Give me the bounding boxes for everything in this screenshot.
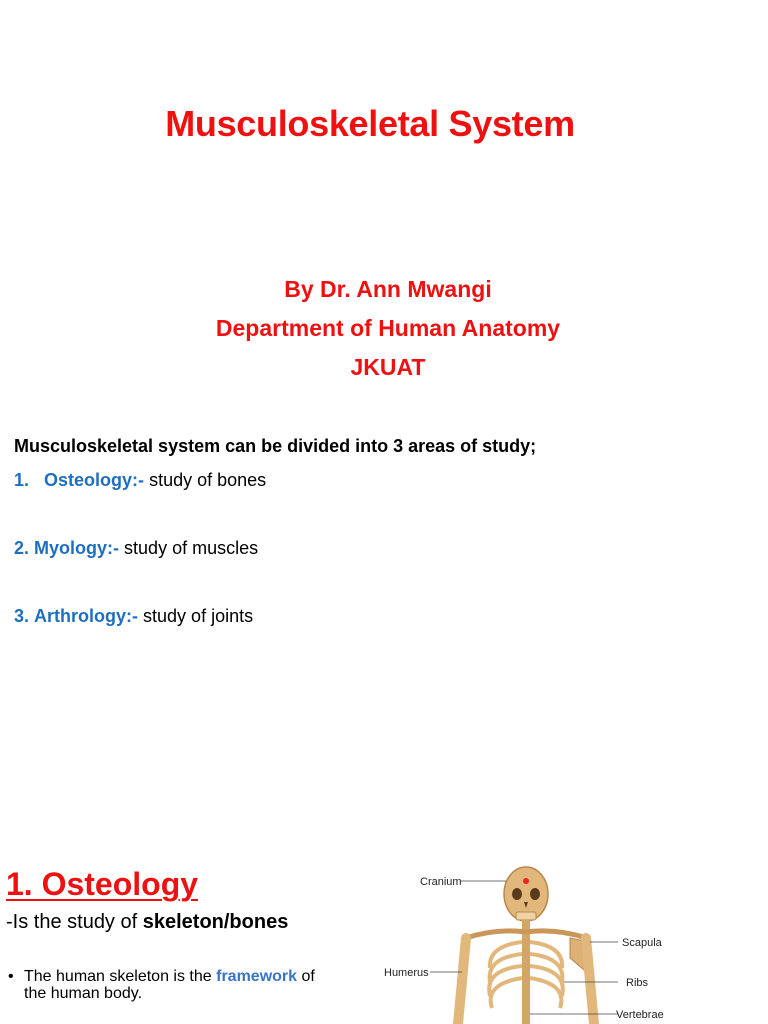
bullet-item xyxy=(8,968,368,1002)
label-scapula: Scapula xyxy=(622,937,662,949)
author-block xyxy=(0,270,768,387)
definition-bold: skeleton/bones xyxy=(142,911,289,933)
area-term: Myology:- xyxy=(34,538,120,558)
label-cranium: Cranium xyxy=(420,876,462,888)
area-number: 3. xyxy=(14,606,30,626)
label-ribs: Ribs xyxy=(626,977,649,989)
osteology-heading: 1. Osteology xyxy=(6,866,199,902)
definition-prefix: -Is the study of xyxy=(6,911,143,933)
bullet-suffix-line2: the human body. xyxy=(24,985,143,1002)
area-description: study of bones xyxy=(149,470,267,490)
bullet-text xyxy=(8,968,368,1002)
area-term: Osteology:- xyxy=(44,470,145,490)
skeleton-figure xyxy=(378,858,698,1024)
institution-line: JKUAT xyxy=(350,354,426,380)
area-description: study of joints xyxy=(143,606,254,626)
skeleton-illustration-icon xyxy=(430,867,618,1024)
department-line: Department of Human Anatomy xyxy=(215,315,561,341)
area-item-arthrology xyxy=(14,606,253,627)
area-term: Arthrology:- xyxy=(34,606,139,626)
area-item-osteology xyxy=(14,470,266,491)
slide-title: Musculoskeletal System xyxy=(165,103,575,144)
area-number: 2. xyxy=(14,538,30,558)
bullet-highlight: framework xyxy=(216,968,298,985)
bullet-suffix-line1: of xyxy=(297,968,315,985)
osteology-definition xyxy=(6,911,288,934)
label-humerus: Humerus xyxy=(384,967,429,979)
intro-text: Musculoskeletal system can be divided into 3 areas of study; xyxy=(14,436,537,456)
area-item-myology xyxy=(14,538,258,559)
bullet-prefix: The human skeleton is the xyxy=(24,968,217,985)
author-line: By Dr. Ann Mwangi xyxy=(284,276,492,302)
area-description: study of muscles xyxy=(124,538,259,558)
label-vertebrae: Vertebrae xyxy=(616,1009,664,1021)
area-number: 1. xyxy=(14,470,30,490)
bullet-dot-icon: • xyxy=(8,968,14,985)
